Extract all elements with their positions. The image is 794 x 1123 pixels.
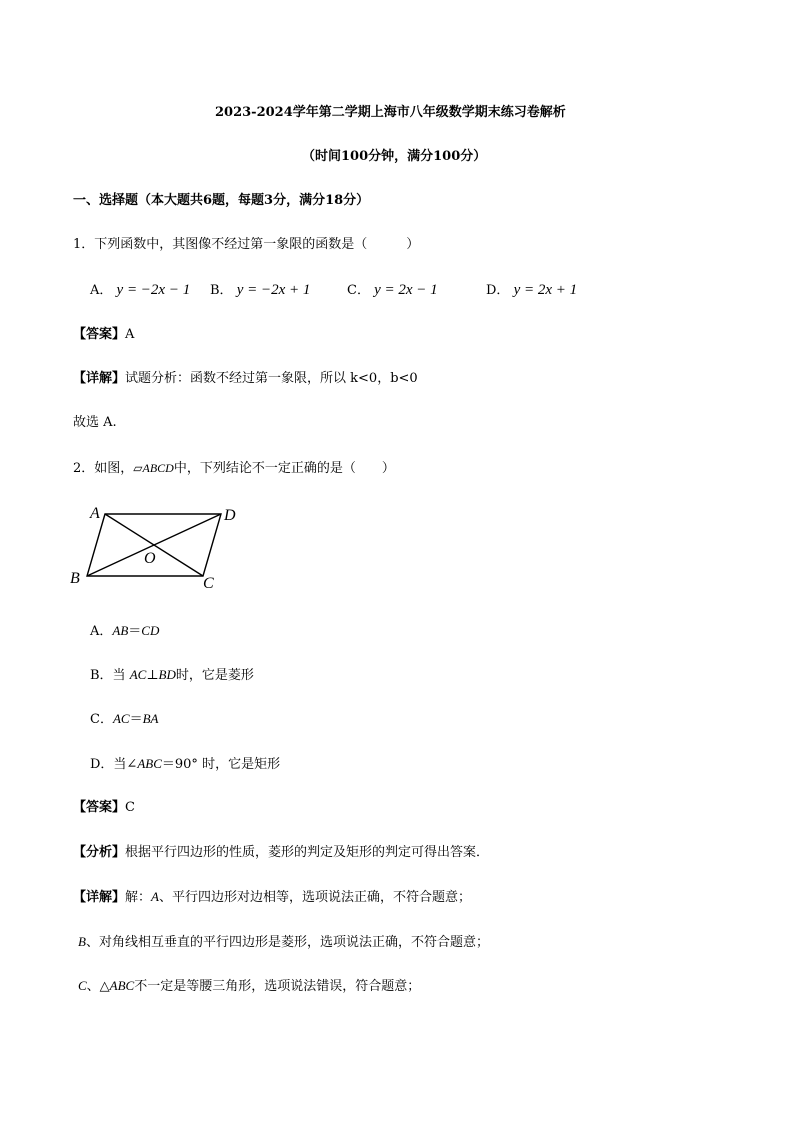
q1-detail: [73, 370, 418, 388]
q1-option-c-expr: y = 2x − 1: [374, 282, 438, 298]
answer-value: A: [125, 327, 135, 342]
vertex-label-d: D: [224, 507, 236, 524]
parallelogram-figure: [66, 500, 256, 595]
q2-option-b-math: AC: [129, 667, 147, 682]
q2-option-a: [90, 622, 159, 641]
q1-option-c: [347, 281, 438, 300]
detail-b-text: 、对角线相互垂直的平行四边形是菱形，选项说法正确，不符合题意；: [85, 935, 489, 950]
q1-option-d-expr: y = 2x + 1: [513, 282, 578, 298]
q2-option-d-math: ABC: [137, 756, 162, 771]
q1-option-a: [90, 281, 190, 300]
q2-option-b-label: B．当: [90, 668, 130, 683]
detail-c-text: 不一定是等腰三角形，选项说法错误，符合题意；: [134, 979, 421, 994]
q1-stem: 1．下列函数中，其图像不经过第一象限的函数是（ ）: [73, 237, 420, 252]
q2-option-a-rel: ＝: [128, 624, 142, 639]
q2-option-c-math: AC: [112, 711, 130, 726]
center-label-o: O: [144, 550, 156, 567]
q1-option-a-label: A．: [90, 283, 113, 298]
q2-option-a-math: AB: [112, 623, 129, 638]
q2-option-c-rel: ＝: [129, 712, 143, 727]
section-heading: 一、选择题（本大题共6题，每题3分，满分18分）: [73, 193, 370, 208]
q2-stem: [73, 459, 395, 478]
q2-option-b-rel: ⊥: [146, 668, 159, 683]
q2-detail-a: [73, 888, 471, 907]
detail-text: 试题分析：函数不经过第一象限，所以 k<0，b<0: [125, 371, 418, 386]
detail-a-prefix: 解：: [125, 890, 152, 905]
q2-answer: [73, 799, 135, 817]
answer-value: C: [125, 800, 135, 815]
q1-option-a-expr: y = −2x − 1: [116, 282, 191, 298]
q2-option-a-label: A．: [90, 624, 113, 639]
q1-option-b-expr: y = −2x + 1: [236, 282, 311, 298]
q2-option-c-label: C．: [90, 712, 113, 727]
q2-option-b: [90, 666, 254, 685]
detail-a-text: 、平行四边形对边相等，选项说法正确，不符合题意；: [158, 890, 471, 905]
vertex-label-b: B: [70, 570, 80, 587]
page-subtitle: （时间100分钟，满分100分）: [302, 149, 487, 164]
detail-tag: 【详解】: [73, 890, 126, 905]
detail-b-math: B: [78, 934, 86, 949]
analysis-text: 根据平行四边形的性质，菱形的判定及矩形的判定可得出答案．: [125, 845, 490, 860]
q2-option-d-label: D．当∠: [90, 757, 138, 772]
answer-tag: 【答案】: [73, 800, 126, 815]
q2-option-c-math2: BA: [142, 711, 159, 726]
q2-stem-suffix: 中，下列结论不一定正确的是（ ）: [173, 461, 395, 476]
q2-option-d: [90, 755, 280, 774]
q2-detail-c: [78, 977, 420, 996]
detail-c-math2: ABC: [109, 978, 135, 993]
q2-analysis: [73, 844, 489, 862]
q2-detail-b: [78, 933, 489, 952]
q2-option-b-math2: BD: [158, 667, 176, 682]
q2-option-a-math2: CD: [141, 623, 160, 638]
q1-option-c-label: C．: [347, 283, 370, 298]
detail-c-math: C: [78, 978, 87, 993]
q2-option-d-rel: ＝90°: [161, 757, 198, 772]
vertex-label-c: C: [203, 575, 214, 592]
vertex-label-a: A: [90, 505, 100, 522]
q2-option-b-tail: 时，它是菱形: [175, 668, 254, 683]
q2-option-d-tail: 时，它是矩形: [197, 757, 281, 772]
q1-option-b: [210, 281, 310, 300]
detail-a-math: A: [151, 889, 159, 904]
q1-option-d-label: D．: [486, 283, 510, 298]
answer-tag: 【答案】: [73, 327, 126, 342]
detail-tag: 【详解】: [73, 371, 126, 386]
q1-conclusion: 故选 A.: [73, 415, 117, 430]
analysis-tag: 【分析】: [73, 845, 126, 860]
q2-stem-prefix: 2．如图，: [73, 461, 134, 476]
q2-option-c: [90, 710, 158, 729]
detail-c-mid: 、△: [86, 979, 110, 994]
q1-option-b-label: B．: [210, 283, 233, 298]
page-title: 2023-2024学年第二学期上海市八年级数学期末练习卷解析: [215, 105, 566, 120]
q1-option-d: [486, 281, 577, 300]
q2-stem-symbol: ▱ABCD: [133, 461, 174, 475]
q1-answer: [73, 326, 134, 344]
